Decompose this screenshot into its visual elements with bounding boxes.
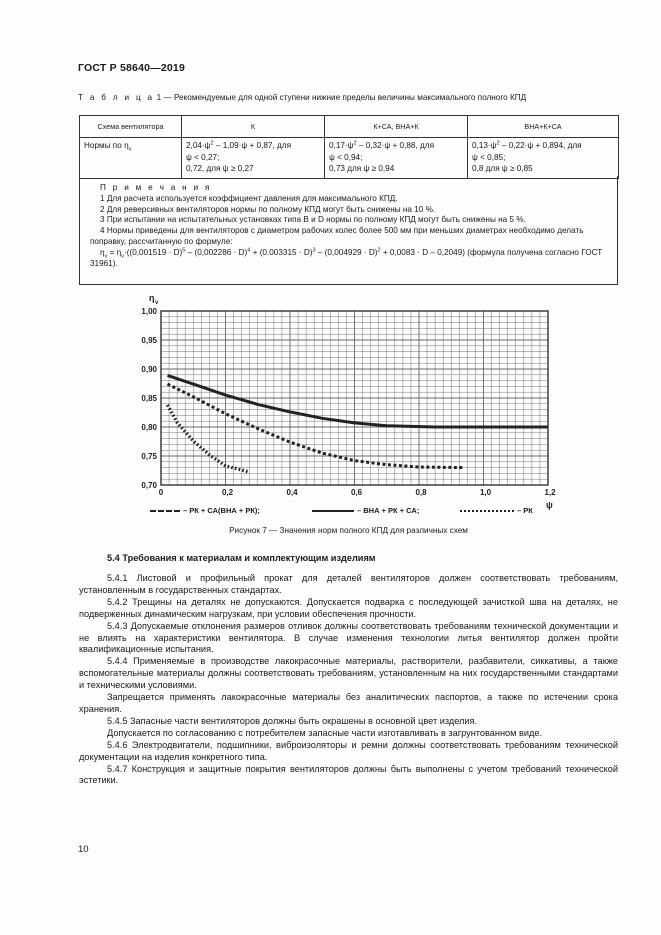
legend-item-dashed: – РК + СА(ВНА + РК); (150, 506, 260, 515)
y-tick-label: 1,00 (141, 307, 157, 316)
y-axis-label: η (149, 293, 155, 303)
note-1: 1 Для расчета используется коэффициент давления для максимального КПД. (100, 193, 398, 203)
y-tick-label: 0,85 (141, 394, 157, 403)
paragraph: Запрещается применять лакокрасочные материалы без аналитических паспортов, а также по истечении срока хранения. (79, 692, 618, 714)
legend-swatch-dashed (150, 510, 180, 512)
table-caption-label: Т а б л и ц а (78, 93, 155, 102)
table-header-cell: К (182, 116, 325, 138)
section-title: 5.4 Требования к материалам и комплектующим изделиям (107, 553, 376, 563)
y-tick-label: 0,75 (141, 452, 157, 461)
paragraph: Допускается по согласованию с потребителем запасные части изготавливать в загрунтованном виде. (107, 727, 543, 738)
legend-swatch-dotted (460, 510, 514, 512)
x-tick-label: 0,8 (415, 488, 427, 497)
cell-line: $0,13\cdot\psi^2 - 0,22\cdot\psi + 0,894$, для (472, 140, 582, 150)
series-line-solid (168, 375, 549, 427)
y-tick-label: 0,80 (141, 423, 157, 432)
cell-line: 0,73 для ψ ≥ 0,94 (329, 164, 395, 173)
legend-item-solid: – ВНА + РК + СА; (312, 506, 419, 515)
y-axis-label-sub: v (155, 300, 159, 306)
document-header: ГОСТ Р 58640—2019 (78, 62, 186, 74)
table-header-row (80, 116, 619, 138)
x-tick-label: 0,4 (286, 488, 298, 497)
section-body (79, 573, 618, 787)
legend-swatch-solid (312, 510, 354, 512)
x-tick-label: 0,2 (221, 488, 234, 497)
y-tick-label: 0,95 (141, 336, 157, 345)
table-caption (78, 93, 618, 102)
table-notes (79, 176, 618, 285)
y-tick-label: 0,70 (141, 481, 157, 490)
table-header-cell: К+СА, ВНА+К (325, 116, 468, 138)
chart-grid (161, 311, 548, 485)
figure-caption: Рисунок 7 — Значения норм полного КПД для различных схем (229, 526, 468, 535)
note-formula: $\eta_v = \eta_v\cdot((0,001519 \cdot D)^5 - (0,002286 \cdot D)^4 + (0.003315 \cdot D)^3 - (0,004929 \cdot D)^2 + 0,0083 \cdot D - 0,2049)$ (формула получена согласно ГОСТ 31961). (90, 247, 603, 268)
row-label-sub: v (128, 146, 132, 153)
paragraph: 5.4.7 Конструкция и защитные покрытия вентиляторов должны быть выполнены с учетом требований технической эстетики. (79, 763, 618, 786)
cell-line: 0,8 для ψ ≥ 0,85 (472, 164, 533, 173)
paragraph: 5.4.4 Применяемые в производстве лакокрасочные материалы, растворители, разбавители, сиккативы, а также вспомогательные материалы должны соответствовать требованиям, установленным на них государственными стандартами и техническими условиями. (79, 656, 618, 691)
cell-line: $2,04\cdot\psi^2 - 1,09\cdot\psi + 0,87$, для (186, 140, 291, 150)
x-tick-label: 1,0 (479, 488, 492, 497)
efficiency-chart (120, 290, 580, 520)
cell-line: ψ < 0,85; (472, 152, 506, 162)
legend-item-dotted: – РК (460, 506, 533, 515)
paragraph: 5.4.6 Электродвигатели, подшипники, виброизоляторы и ремни должны соответствовать требованиям технической документации на изделия конкретного типа. (79, 739, 618, 762)
cell-line: $0,17\cdot\psi^2 - 0,32\cdot\psi + 0,88$, для (329, 140, 434, 150)
page-number: 10 (78, 844, 89, 855)
x-tick-label: 0 (158, 488, 164, 497)
table-header-cell: Схема вентилятора (80, 116, 182, 138)
table-row (80, 138, 619, 179)
cell-line: ψ < 0,27; (186, 152, 220, 162)
y-tick-label: 0,90 (141, 365, 157, 374)
x-axis-label: ψ (546, 500, 553, 510)
paragraph: 5.4.1 Листовой и профильный прокат для деталей вентиляторов должен соответствовать требованиям, установленным в государственных стандартах. (79, 573, 618, 595)
paragraph: 5.4.2 Трещины на деталях не допускаются. Допускается подварка с последующей зачисткой шва на деталях, не подверженных динамическим нагрузкам, при условии обеспечения прочности. (79, 596, 618, 619)
note-4: 4 Нормы приведены для вентиляторов с диаметром рабочих колес более 500 мм при меньших диаметрах необходимо делать поправку, рассчитанную по формуле: (90, 226, 584, 246)
paragraph: 5.4.5 Запасные части вентиляторов должны быть окрашены в основной цвет изделия. (107, 715, 478, 726)
x-tick-label: 1,2 (544, 488, 556, 497)
notes-title: П р и м е ч а н и я (100, 183, 212, 192)
table-cell (468, 138, 619, 179)
norms-table (79, 115, 619, 179)
table-header-cell: ВНА+К+СА (468, 116, 619, 138)
row-label-text: Нормы по η (84, 141, 129, 150)
chart-legend (150, 506, 550, 518)
x-tick-label: 0,6 (350, 488, 363, 497)
table-caption-text: 1 — Рекомендуемые для одной ступени нижние пределы величины максимального полного КПД (154, 93, 527, 102)
cell-line: 0,72, для ψ ≥ 0,27 (186, 164, 254, 173)
table-row-label (80, 138, 182, 179)
table-cell (182, 138, 325, 179)
note-3: 3 При испытании на испытательных установках типа B и D нормы по полному КПД могут быть снижены на 5 %. (100, 215, 526, 225)
table-cell (325, 138, 468, 179)
note-2: 2 Для реверсивных вентиляторов нормы по полному КПД могут быть снижены на 10 %. (100, 204, 436, 214)
cell-line: ψ < 0,94; (329, 152, 363, 162)
paragraph: 5.4.3 Допускаемые отклонения размеров отливок должны соответствовать требованиям технической документации и не влиять на характеристики вентилятора. В случае изменения технологии литья вентилятор должен пройти квалификационные испытания. (79, 620, 618, 655)
